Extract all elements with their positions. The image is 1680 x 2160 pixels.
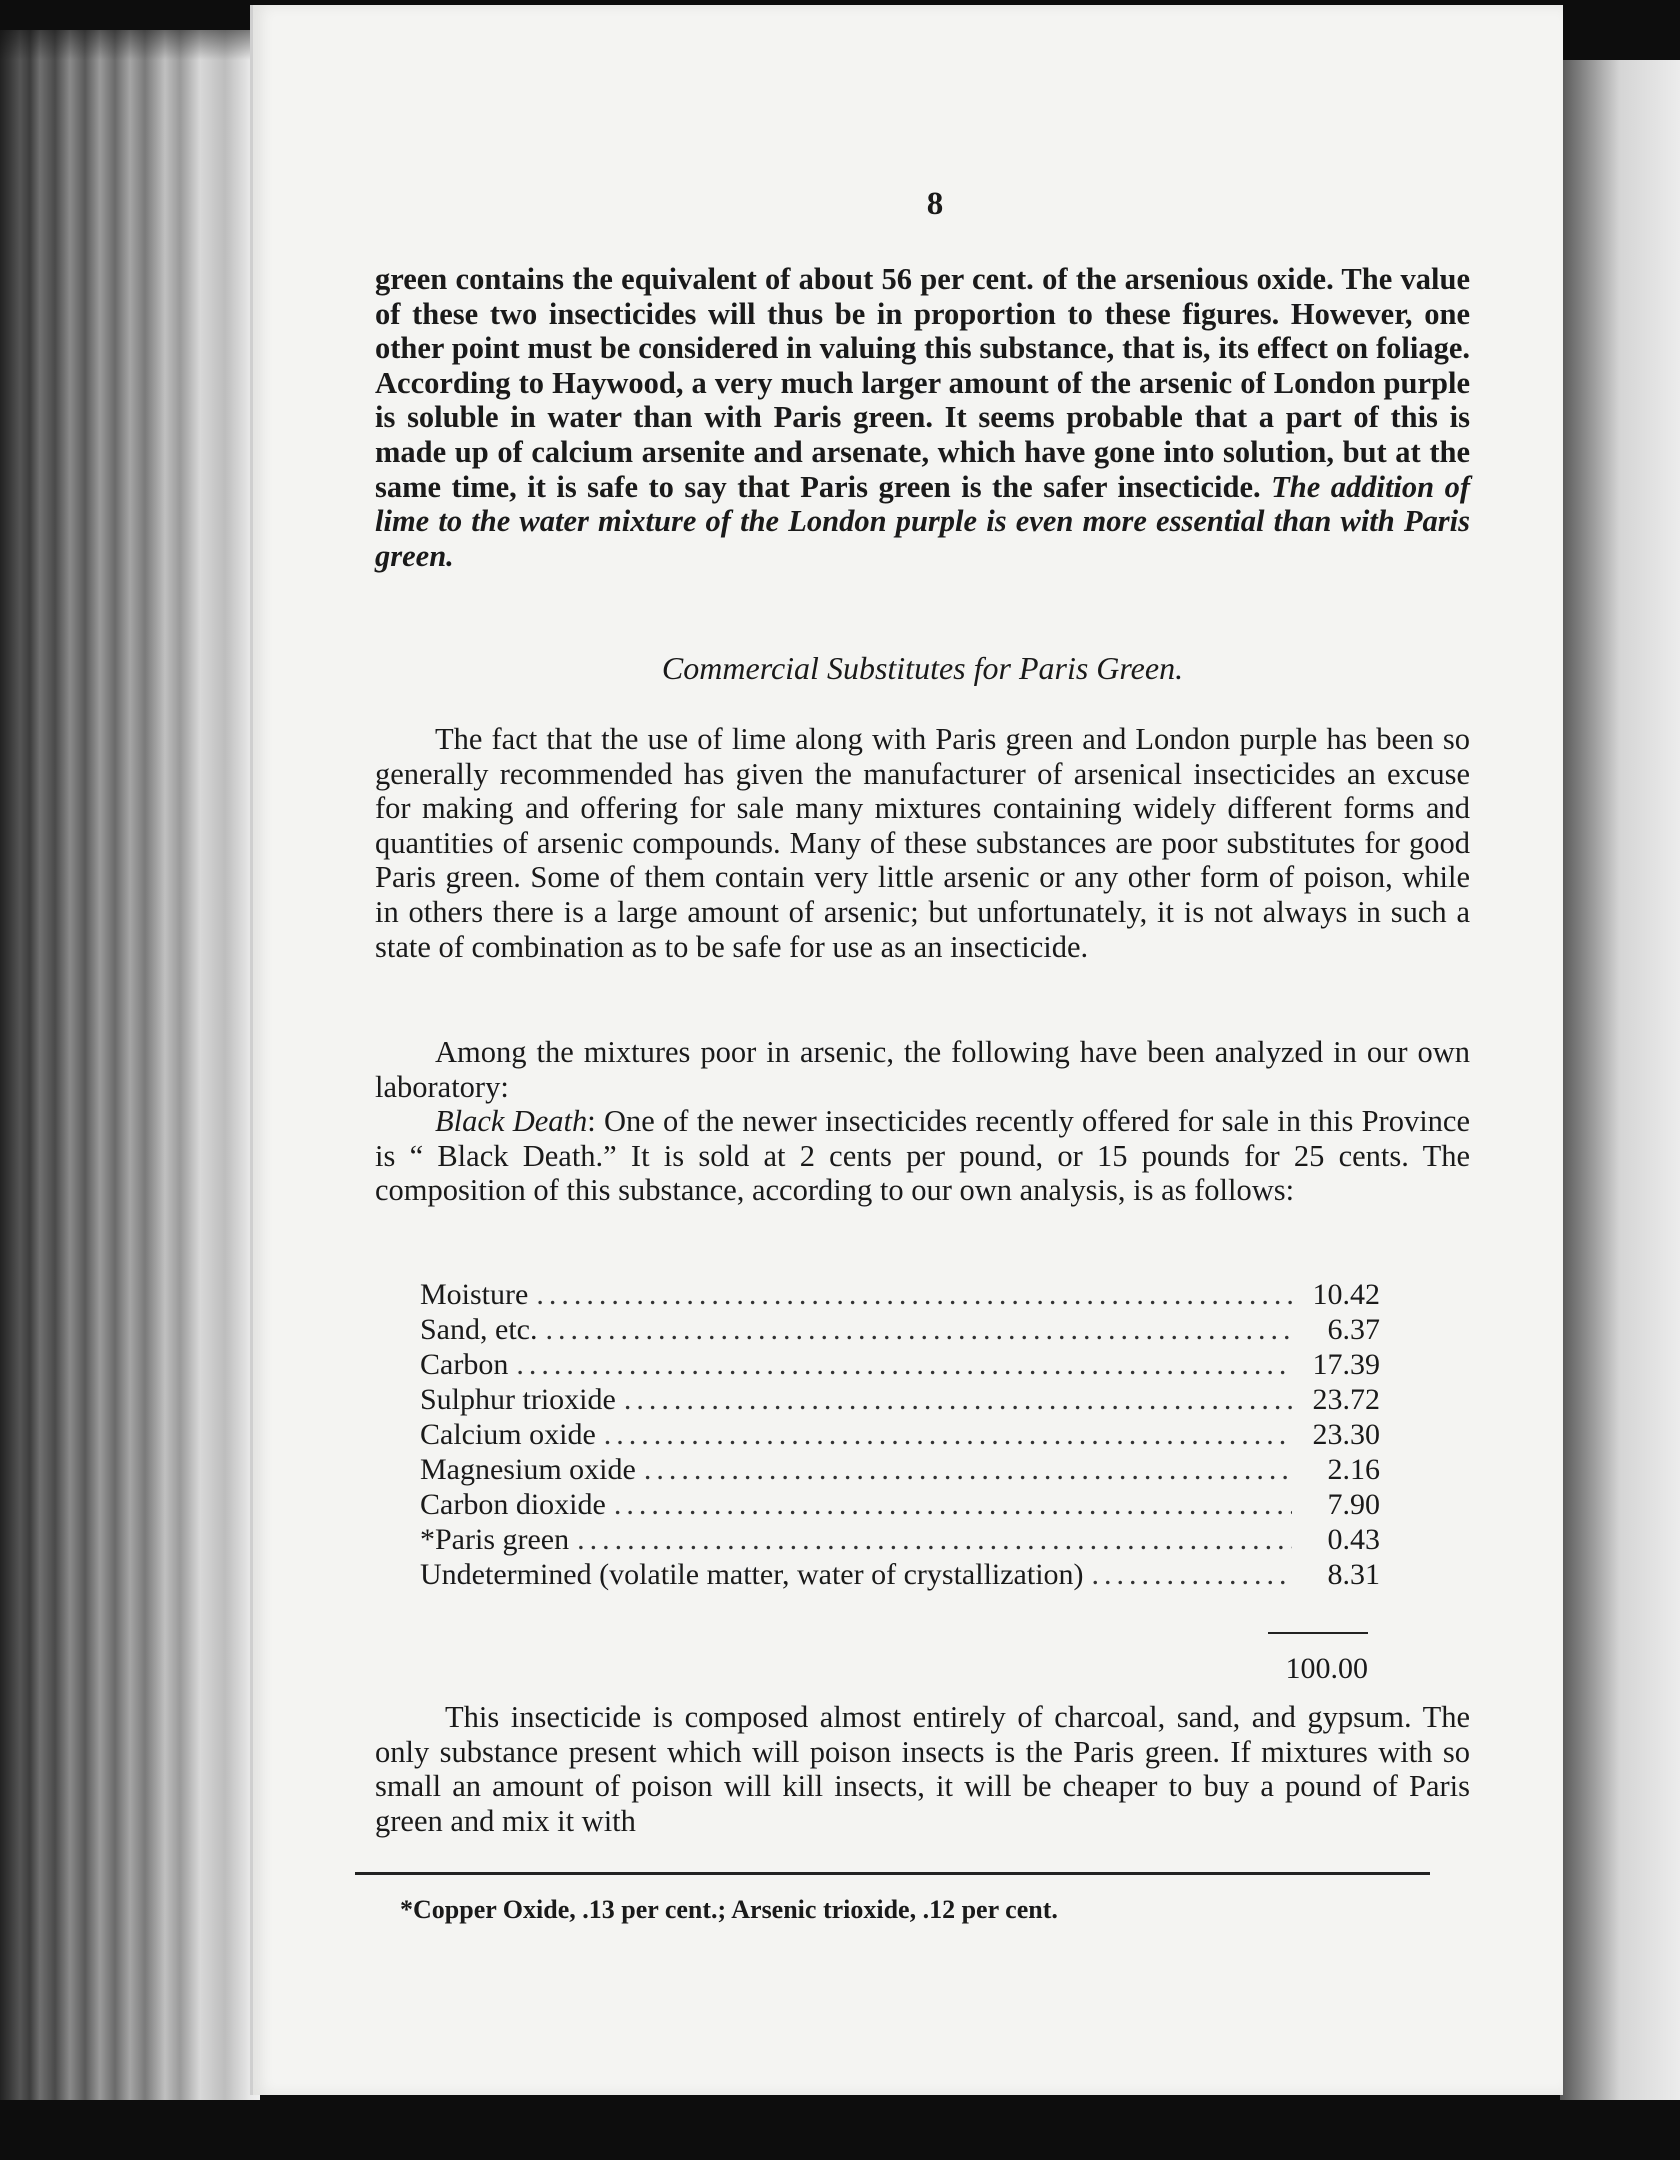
leader-dots <box>604 1417 1292 1452</box>
table-row <box>420 1487 1380 1522</box>
leader-dots <box>545 1312 1292 1347</box>
component-label: *Paris green <box>420 1523 570 1556</box>
leader-dots <box>577 1522 1292 1557</box>
component-label: Sulphur trioxide <box>420 1383 616 1416</box>
table-row <box>420 1522 1380 1557</box>
paragraph-1-italic: The addition of lime to the water mixture of the London purple is even more essential than with Paris green. <box>375 469 1470 573</box>
component-value: 23.30 <box>1312 1418 1380 1451</box>
component-value: 7.90 <box>1327 1488 1380 1521</box>
composition-table <box>420 1277 1380 1592</box>
component-label: Carbon <box>420 1348 509 1381</box>
component-label: Moisture <box>420 1278 529 1311</box>
component-label: Calcium oxide <box>420 1418 596 1451</box>
component-label: Undetermined (volatile matter, water of crystallization) <box>420 1558 1084 1591</box>
component-value: 0.43 <box>1327 1523 1380 1556</box>
black-death-lead: Black Death <box>435 1104 588 1138</box>
leader-dots <box>516 1347 1292 1382</box>
component-value: 10.42 <box>1312 1278 1380 1311</box>
component-label: Magnesium oxide <box>420 1453 636 1486</box>
book-page-edges <box>0 30 260 2100</box>
component-value: 23.72 <box>1312 1383 1380 1416</box>
paragraph-black-death <box>375 1104 1470 1208</box>
leader-dots <box>644 1452 1292 1487</box>
table-row <box>420 1347 1380 1382</box>
table-row <box>420 1557 1380 1592</box>
section-heading: Commercial Substitutes for Paris Green. <box>661 650 1184 686</box>
paragraph-paris-green-comparison <box>375 262 1470 573</box>
table-row <box>420 1452 1380 1487</box>
table-row <box>420 1277 1380 1312</box>
table-row <box>420 1382 1380 1417</box>
total-rule <box>1268 1632 1368 1634</box>
background-bottom <box>0 2100 1680 2160</box>
component-value: 8.31 <box>1327 1558 1380 1591</box>
component-label: Carbon dioxide <box>420 1488 606 1521</box>
paragraph-1-text: green contains the equivalent of about 56 per cent. of the arsenious oxide. The value of these two insecticides will thus be in proportion to these figures. However, one other point must be considered in valuing this substance, that is, its effect on foliage. According to Haywood, a very much larger amount of the arsenic of London purple is soluble in water than with Paris green. It seems probable that a part of this is made up of calcium arsenite and arsenate, which have gone into solution, but at the same time, it is safe to say that Paris green is the safer insecticide. <box>375 262 1470 504</box>
table-row <box>420 1312 1380 1347</box>
footnote: *Copper Oxide, .13 per cent.; Arsenic trioxide, .12 per cent. <box>400 1895 1058 1924</box>
component-value: 2.16 <box>1327 1453 1380 1486</box>
leader-dots <box>614 1487 1292 1522</box>
footnote-divider <box>355 1872 1430 1875</box>
paragraph-mixtures-intro: Among the mixtures poor in arsenic, the following have been analyzed in our own laboratory: <box>375 1035 1470 1104</box>
leader-dots <box>536 1277 1292 1312</box>
component-label: Sand, etc. <box>420 1313 538 1346</box>
table-row <box>420 1417 1380 1452</box>
black-death-text: : One of the newer insecticides recently offered for sale in this Province is “ Black Death.” It is sold at 2 cents per pound, or 15 pounds for 25 cents. The composition of this substance, according to our own analysis, is as follows: <box>375 1104 1470 1208</box>
paragraph-commercial-substitutes: The fact that the use of lime along with Paris green and London purple has been so generally recommended has given the manufacturer of arsenical insecticides an excuse for making and offering for sale many mixtures containing widely different forms and quantities of arsenic compounds. Many of these substances are poor substitutes for good Paris green. Some of them contain very little arsenic or any other form of poison, while in others there is a large amount of arsenic; but unfortunately, it is not always in such a state of combination as to be safe for use as an insecticide. <box>375 722 1470 964</box>
composition-total: 100.00 <box>1285 1652 1368 1685</box>
page-number: 8 <box>926 186 944 222</box>
facing-page-edge <box>1560 60 1680 2100</box>
component-value: 6.37 <box>1327 1313 1380 1346</box>
leader-dots <box>624 1382 1292 1417</box>
component-value: 17.39 <box>1312 1348 1380 1381</box>
leader-dots <box>1092 1557 1292 1592</box>
paragraph-insecticide-composition: This insecticide is composed almost entirely of charcoal, sand, and gypsum. The only substance present which will poison insects is the Paris green. If mixtures with so small an amount of poison will kill insects, it will be cheaper to buy a pound of Paris green and mix it with <box>375 1700 1470 1838</box>
